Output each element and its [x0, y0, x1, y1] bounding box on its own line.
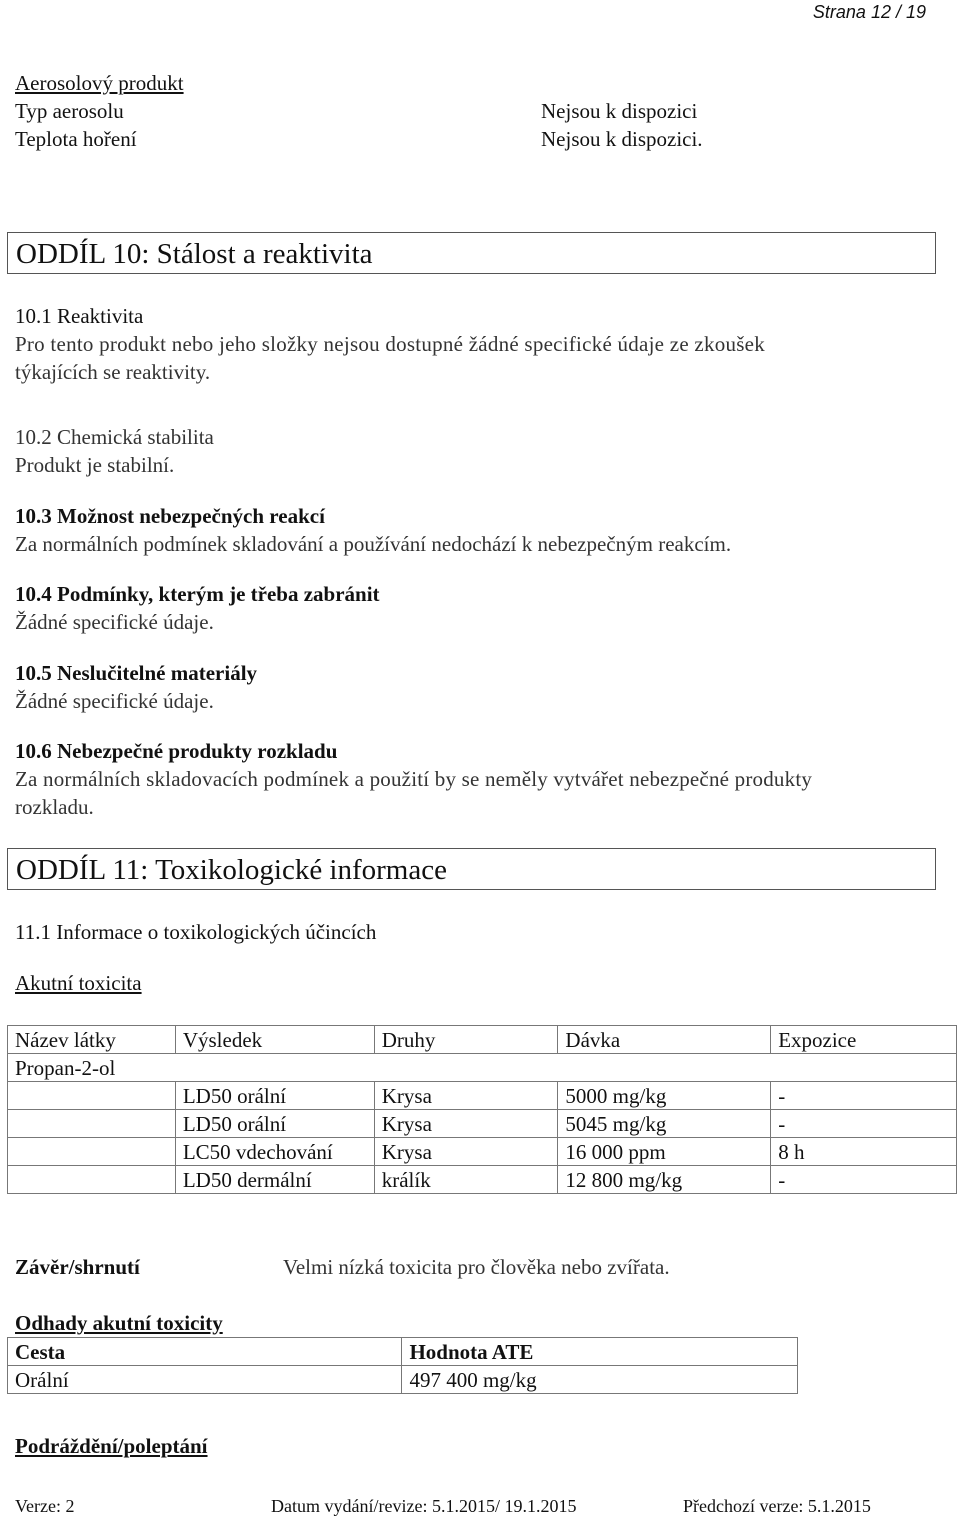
- s10-3-text: Za normálních podmínek skladování a používání nedochází k nebezpečným reakcím.: [15, 532, 732, 556]
- col-header-substance: Název látky: [8, 1026, 176, 1054]
- s10-4-heading: 10.4 Podmínky, kterým je třeba zabránit: [15, 582, 380, 606]
- ate-value: 497 400 mg/kg: [402, 1366, 798, 1394]
- s10-1-line2: týkajících se reaktivity.: [15, 360, 211, 384]
- ate-col-route: Cesta: [8, 1338, 402, 1366]
- s10-6-line2: rozkladu.: [15, 795, 94, 819]
- section-10-header: [7, 232, 936, 274]
- cell-exposure: -: [771, 1110, 957, 1138]
- footer-issue-date: Datum vydání/revize: 5.1.2015/ 19.1.2015: [271, 1496, 577, 1516]
- cell-species: Krysa: [374, 1110, 558, 1138]
- cell-exposure: -: [771, 1082, 957, 1110]
- table-row: [8, 1082, 957, 1110]
- empty-cell: [8, 1110, 176, 1138]
- col-header-species: Druhy: [374, 1026, 558, 1054]
- footer-previous-version: Předchozí verze: 5.1.2015: [683, 1496, 871, 1516]
- ate-header-row: [8, 1338, 798, 1366]
- acute-toxicity-label: Akutní toxicita: [15, 971, 142, 995]
- cell-dose: 5045 mg/kg: [558, 1110, 771, 1138]
- cell-dose: 16 000 ppm: [558, 1138, 771, 1166]
- table-header-row: [8, 1026, 957, 1054]
- empty-cell: [8, 1166, 176, 1194]
- table-row-substance: [8, 1054, 957, 1082]
- cell-exposure: -: [771, 1166, 957, 1194]
- aerosol-type-value: Nejsou k dispozici: [541, 99, 698, 123]
- cell-species: Krysa: [374, 1138, 558, 1166]
- conclusion-text: Velmi nízká toxicita pro člověka nebo zvířata.: [283, 1255, 670, 1279]
- substance-name: Propan-2-ol: [8, 1054, 957, 1082]
- footer-version: Verze: 2: [15, 1496, 75, 1516]
- burning-temp-value: Nejsou k dispozici.: [541, 127, 703, 151]
- empty-cell: [8, 1138, 176, 1166]
- s10-6-line1: Za normálních skladovacích podmínek a použití by se neměly vytvářet nebezpečné produkty: [15, 767, 813, 791]
- section-11-header: [7, 848, 936, 890]
- table-row: [8, 1110, 957, 1138]
- cell-species: Krysa: [374, 1082, 558, 1110]
- s10-4-text: Žádné specifické údaje.: [15, 610, 214, 634]
- col-header-dose: Dávka: [558, 1026, 771, 1054]
- acute-toxicity-table: [7, 1025, 957, 1194]
- table-row: [8, 1138, 957, 1166]
- section-10-title: ODDÍL 10: Stálost a reaktivita: [16, 238, 373, 270]
- cell-result: LD50 orální: [175, 1110, 374, 1138]
- section-11-title: ODDÍL 11: Toxikologické informace: [16, 854, 447, 886]
- cell-result: LD50 orální: [175, 1082, 374, 1110]
- s10-2-text: Produkt je stabilní.: [15, 453, 175, 477]
- ate-title: Odhady akutní toxicity: [15, 1311, 223, 1335]
- col-header-result: Výsledek: [175, 1026, 374, 1054]
- conclusion-label: Závěr/shrnutí: [15, 1255, 140, 1279]
- page-number: Strana 12 / 19: [812, 2, 926, 22]
- table-row: [8, 1166, 957, 1194]
- s10-5-text: Žádné specifické údaje.: [15, 689, 214, 713]
- cell-species: králík: [374, 1166, 558, 1194]
- ate-route: Orální: [8, 1366, 402, 1394]
- burning-temp-label: Teplota hoření: [15, 127, 137, 151]
- s10-1-line1: Pro tento produkt nebo jeho složky nejsou dostupné žádné specifické údaje ze zkoušek: [15, 332, 765, 356]
- cell-dose: 12 800 mg/kg: [558, 1166, 771, 1194]
- ate-table: [7, 1337, 798, 1394]
- aerosol-type-label: Typ aerosolu: [15, 99, 124, 123]
- ate-col-value: Hodnota ATE: [402, 1338, 798, 1366]
- irritation-label: Podráždění/poleptání: [15, 1434, 208, 1458]
- table-row: [8, 1366, 798, 1394]
- cell-exposure: 8 h: [771, 1138, 957, 1166]
- s10-3-heading: 10.3 Možnost nebezpečných reakcí: [15, 504, 325, 528]
- cell-dose: 5000 mg/kg: [558, 1082, 771, 1110]
- s10-2-heading: 10.2 Chemická stabilita: [15, 425, 214, 449]
- s10-5-heading: 10.5 Neslučitelné materiály: [15, 661, 258, 685]
- s10-1-heading: 10.1 Reaktivita: [15, 304, 144, 328]
- cell-result: LC50 vdechování: [175, 1138, 374, 1166]
- empty-cell: [8, 1082, 176, 1110]
- aerosol-title: Aerosolový produkt: [15, 71, 184, 95]
- col-header-exposure: Expozice: [771, 1026, 957, 1054]
- s10-6-heading: 10.6 Nebezpečné produkty rozkladu: [15, 739, 338, 763]
- s11-1-heading: 11.1 Informace o toxikologických účincích: [15, 920, 377, 944]
- cell-result: LD50 dermální: [175, 1166, 374, 1194]
